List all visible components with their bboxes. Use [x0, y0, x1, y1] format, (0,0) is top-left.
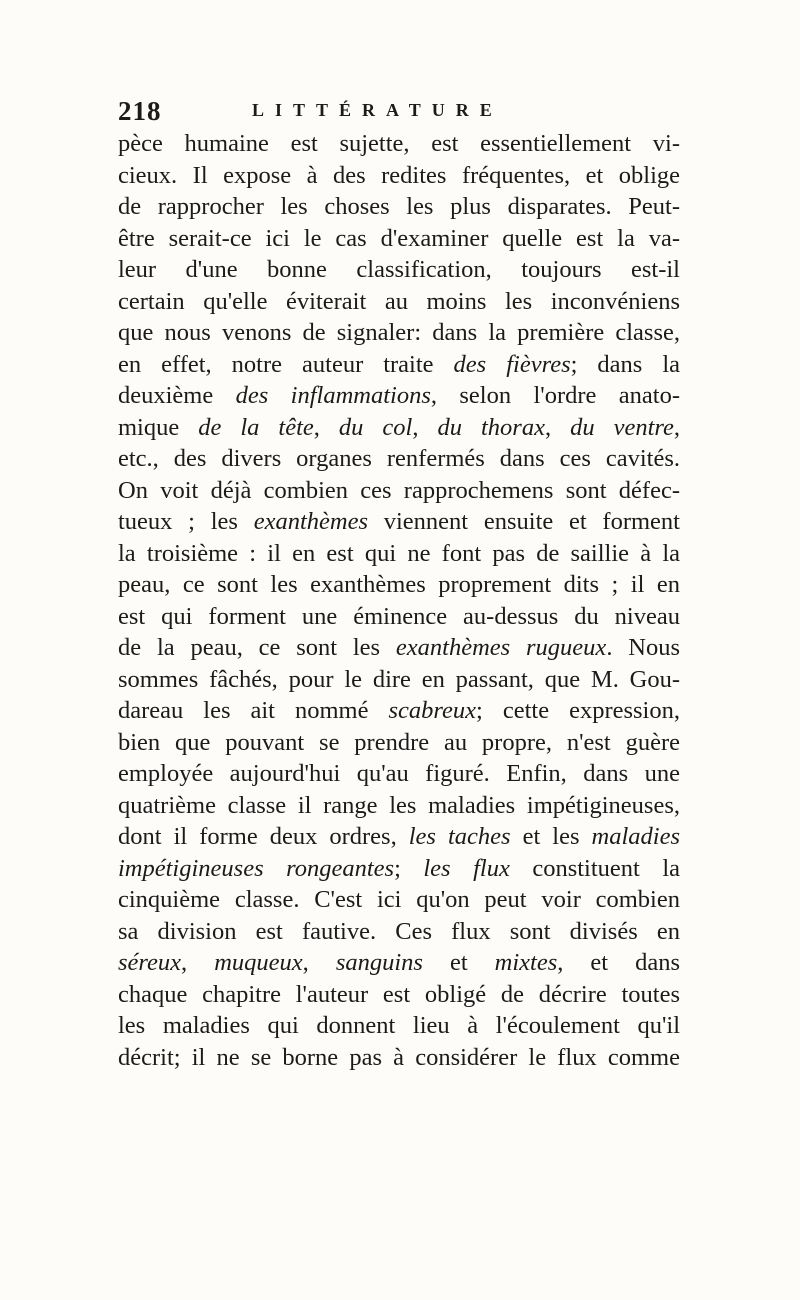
- text-line: [118, 979, 680, 1011]
- text-line: [118, 380, 680, 412]
- italic-text-run: des fièvres: [453, 350, 571, 378]
- text-line: [118, 790, 680, 822]
- text-line: [118, 254, 680, 286]
- text-run: dont il forme deux ordres,: [118, 823, 409, 850]
- text-line: [118, 538, 680, 570]
- italic-text-run: exanthèmes: [253, 508, 368, 535]
- text-run: ; dans la: [570, 350, 680, 378]
- text-run: tueux ; les: [118, 508, 254, 535]
- text-line: [118, 506, 680, 538]
- text-run: peau, ce sont les exanthèmes proprement dits ; il en: [118, 571, 680, 598]
- text-run: sa division est fautive. Ces flux sont divisés en: [118, 917, 680, 945]
- text-run: ,: [673, 413, 680, 441]
- text-line: [118, 128, 680, 160]
- italic-text-run: du ventre: [570, 413, 674, 441]
- running-head: LITTÉRATURE: [252, 100, 503, 120]
- text-line: [118, 475, 680, 507]
- italic-text-run: les taches: [408, 823, 511, 850]
- text-line: [118, 853, 680, 885]
- text-run: et: [422, 949, 495, 976]
- text-run: en effet, notre auteur traite: [118, 350, 454, 378]
- italic-text-run: les flux: [423, 854, 510, 882]
- text-run: , et dans: [557, 949, 680, 976]
- text-run: ;: [394, 854, 424, 882]
- text-run: être serait-ce ici le cas d'examiner quelle est la va-: [118, 224, 680, 252]
- text-run: viennent ensuite et forment: [368, 508, 680, 535]
- text-line: [118, 916, 680, 948]
- text-run: cieux. Il expose à des redites fréquentes, et oblige: [118, 161, 680, 189]
- body-text: [118, 128, 680, 1073]
- italic-text-run: exanthèmes rugueux: [395, 634, 607, 661]
- text-run: sommes fâchés, pour le dire en passant, que M. Gou-: [118, 665, 680, 693]
- text-line: [118, 286, 680, 318]
- text-run: ,: [313, 413, 339, 441]
- italic-text-run: des inflammations: [235, 382, 431, 409]
- text-run: et les: [510, 823, 592, 850]
- text-line: [118, 1010, 680, 1042]
- text-line: [118, 191, 680, 223]
- text-line: [118, 695, 680, 727]
- text-line: [118, 632, 680, 664]
- text-line: [118, 349, 680, 381]
- text-line: [118, 1042, 680, 1074]
- text-line: [118, 821, 680, 853]
- text-run: , selon l'ordre anato-: [430, 382, 680, 409]
- text-line: [118, 947, 680, 979]
- text-run: etc., des divers organes renfermés dans ces cavités.: [118, 445, 680, 472]
- text-run: ,: [302, 949, 336, 976]
- italic-text-run: de la tête: [198, 413, 314, 441]
- italic-text-run: du col: [338, 413, 413, 441]
- italic-text-run: scabreux: [388, 697, 477, 724]
- text-run: pèce humaine est sujette, est essentiellement vi-: [118, 130, 680, 157]
- text-run: On voit déjà combien ces rapprochemens sont défec-: [118, 476, 680, 504]
- text-line: [118, 160, 680, 192]
- text-line: [118, 317, 680, 349]
- text-run: bien que pouvant se prendre au propre, n'est guère: [118, 728, 680, 756]
- text-line: [118, 412, 680, 444]
- text-line: [118, 727, 680, 759]
- italic-text-run: mixtes: [494, 949, 558, 976]
- text-line: [118, 664, 680, 696]
- text-run: dareau les ait nommé: [118, 697, 389, 724]
- text-run: ,: [181, 949, 215, 976]
- text-run: les maladies qui donnent lieu à l'écoulement qu'il: [118, 1012, 680, 1039]
- italic-text-run: séreux: [118, 949, 182, 976]
- text-run: mique: [118, 413, 199, 441]
- text-run: quatrième classe il range les maladies impétigineuses,: [118, 791, 680, 819]
- text-run: de rapprocher les choses les plus disparates. Peut-: [118, 193, 680, 220]
- text-run: décrit; il ne se borne pas à considérer le flux comme: [118, 1043, 680, 1071]
- italic-text-run: du thorax: [437, 413, 545, 441]
- text-line: [118, 601, 680, 633]
- text-run: . Nous: [606, 634, 680, 661]
- text-line: [118, 758, 680, 790]
- text-run: est qui forment une éminence au-dessus du niveau: [118, 602, 680, 630]
- text-run: leur d'une bonne classification, toujours est-il: [118, 256, 680, 283]
- text-line: [118, 569, 680, 601]
- text-line: [118, 223, 680, 255]
- text-run: chaque chapitre l'auteur est obligé de décrire toutes: [118, 980, 680, 1008]
- italic-text-run: sanguins: [335, 949, 423, 976]
- text-run: constituent la: [509, 854, 680, 882]
- text-run: deuxième: [118, 382, 236, 409]
- text-run: la troisième : il en est qui ne font pas de saillie à la: [118, 539, 680, 567]
- text-run: employée aujourd'hui qu'au figuré. Enfin, dans une: [118, 760, 680, 787]
- text-line: [118, 443, 680, 475]
- text-line: [118, 884, 680, 916]
- page-number: 218: [118, 96, 162, 126]
- italic-text-run: muqueux: [214, 949, 303, 976]
- italic-text-run: maladies: [591, 823, 680, 850]
- text-run: cinquième classe. C'est ici qu'on peut voir combien: [118, 886, 680, 913]
- italic-text-run: impétigineuses rongeantes: [118, 854, 395, 882]
- text-run: ,: [412, 413, 438, 441]
- text-run: de la peau, ce sont les: [118, 634, 396, 661]
- text-run: certain qu'elle éviterait au moins les inconvéniens: [118, 287, 680, 315]
- text-run: ; cette expression,: [476, 697, 680, 724]
- text-run: que nous venons de signaler: dans la première classe,: [118, 319, 680, 346]
- text-run: ,: [544, 413, 571, 441]
